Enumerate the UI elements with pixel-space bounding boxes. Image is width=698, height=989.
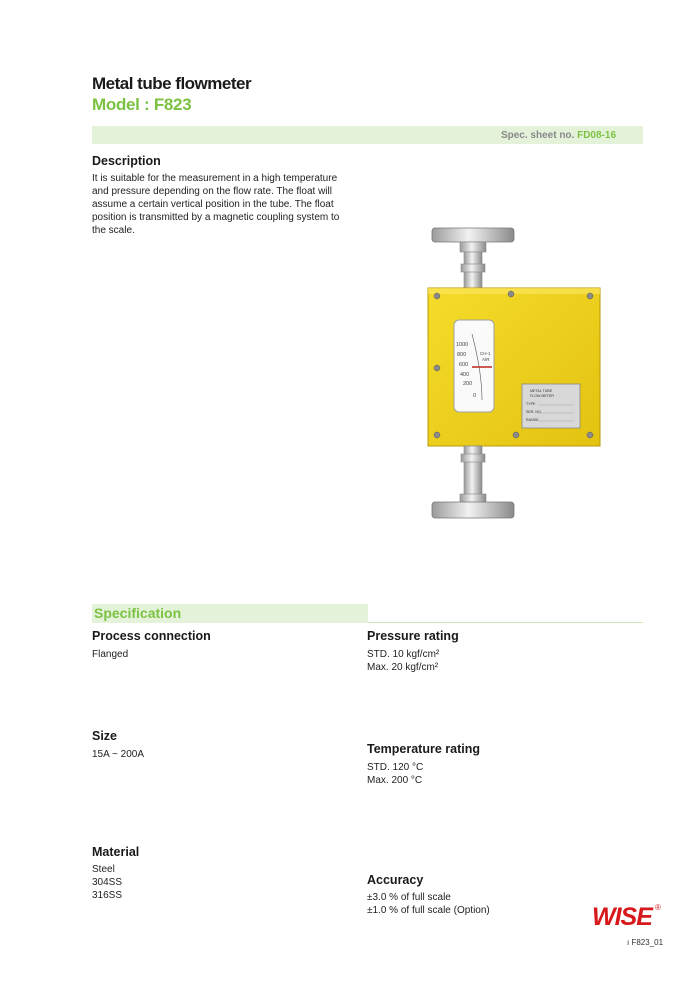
plate-text: FLOW METER	[530, 394, 554, 398]
spec-value: ±1.0 % of full scale (Option)	[367, 905, 490, 916]
description-text	[92, 172, 374, 237]
spec-value: 304SS	[92, 877, 123, 888]
screw-icon	[508, 291, 514, 297]
registered-mark: ®	[655, 903, 661, 912]
spec-value: 316SS	[92, 890, 123, 901]
spec-value: STD. 120 °C	[367, 762, 424, 773]
specification-heading: Specification	[92, 604, 368, 623]
description-line: position is transmitted by a magnetic coupling system to	[92, 212, 340, 223]
plate-text: METAL TUBE	[530, 389, 553, 393]
description-line: the scale.	[92, 225, 135, 236]
screw-icon	[587, 432, 593, 438]
material-values	[92, 863, 122, 902]
accuracy-values	[367, 891, 490, 917]
spec-value: Max. 20 kgf/cm²	[367, 662, 439, 673]
model-name: Model : F823	[92, 95, 192, 114]
spec-value: ±3.0 % of full scale	[367, 892, 451, 903]
spec-value: Max. 200 °C	[367, 775, 423, 786]
pressure-rating-heading: Pressure rating	[367, 629, 459, 643]
scale-label: 0	[473, 393, 477, 399]
unit-label: AIR	[482, 357, 490, 362]
top-flange	[432, 228, 514, 242]
bottom-flange	[432, 502, 514, 518]
temperature-rating-heading: Temperature rating	[367, 742, 480, 756]
flowmeter-product-image	[420, 222, 610, 528]
screw-icon	[434, 293, 440, 299]
process-connection-heading: Process connection	[92, 629, 211, 643]
spec-value: 15A ~ 200A	[92, 749, 144, 760]
spec-value: STD. 10 kgf/cm²	[367, 649, 440, 660]
unit-label: CH-1	[480, 351, 491, 356]
screw-icon	[434, 432, 440, 438]
specification-divider	[368, 622, 643, 623]
temperature-rating-values	[367, 761, 423, 787]
spec-sheet-label: Spec. sheet no.	[500, 130, 578, 141]
scale-label: 600	[459, 362, 469, 368]
size-heading: Size	[92, 729, 118, 743]
spec-sheet-value: FD08-16	[577, 130, 616, 141]
document-title: Metal tube flowmeter	[92, 74, 252, 93]
scale-label: 1000	[456, 342, 469, 348]
description-line: and pressure depending on the flow rate. The float will	[92, 186, 332, 197]
description-line: assume a certain vertical position in the tube. The float	[92, 199, 334, 210]
accuracy-heading: Accuracy	[367, 873, 424, 887]
plate-text: TYPE	[526, 402, 536, 406]
screw-icon	[434, 365, 440, 371]
screw-icon	[587, 293, 593, 299]
screw-icon	[513, 432, 519, 438]
scale-label: 800	[457, 352, 467, 358]
description-heading: Description	[92, 154, 161, 168]
wise-logo: WISE	[592, 903, 652, 931]
spec-sheet-number	[501, 130, 616, 141]
process-connection-values	[92, 648, 128, 661]
plate-text: RANGE	[526, 418, 539, 422]
spec-value: Flanged	[92, 649, 129, 660]
page-number: ı F823_01	[627, 938, 664, 947]
scale-label: 400	[460, 372, 470, 378]
material-heading: Material	[92, 845, 140, 859]
size-values	[92, 748, 144, 761]
scale-label: 200	[463, 381, 473, 387]
pressure-rating-values	[367, 648, 439, 674]
plate-text: SER. NO.	[526, 410, 542, 414]
description-line: It is suitable for the measurement in a high temperature	[92, 173, 338, 184]
bottom-pipe	[464, 446, 482, 496]
spec-value: Steel	[92, 864, 115, 875]
